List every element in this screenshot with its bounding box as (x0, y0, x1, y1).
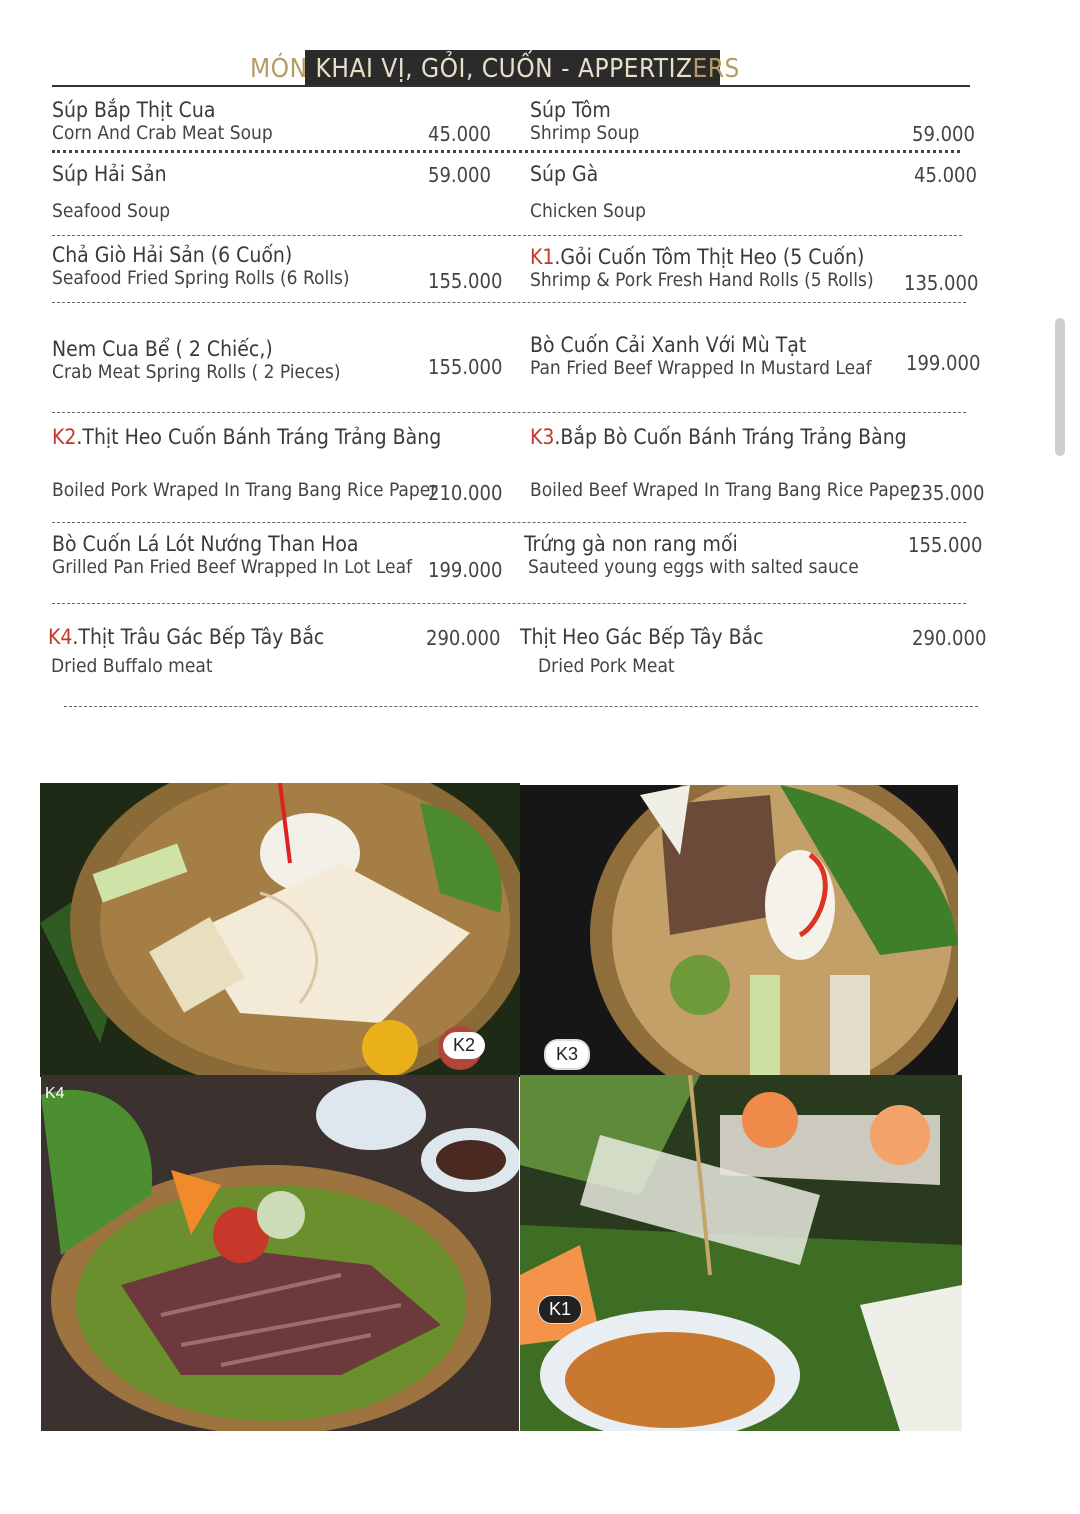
menu-item (52, 337, 341, 383)
item-code: K4 (48, 625, 73, 649)
menu-item (52, 98, 273, 144)
menu-item (52, 425, 441, 501)
item-name-vi: Trứng gà non rang mối (524, 532, 738, 556)
menu-item (530, 245, 874, 291)
photo-k1 (520, 1075, 962, 1431)
item-name-en: Grilled Pan Fried Beef Wrapped In Lot Leaf (52, 556, 413, 578)
divider (64, 706, 978, 707)
k4-dish-image (41, 1075, 519, 1431)
menu-item (52, 243, 350, 289)
item-price: 155.000 (908, 533, 983, 557)
item-price: 59.000 (912, 122, 975, 146)
photo-tag-k4: K4 (45, 1085, 65, 1102)
item-name-vi: K1.Gỏi Cuốn Tôm Thịt Heo (5 Cuốn) (530, 245, 865, 269)
item-name-vi: Bò Cuốn Cải Xanh Với Mù Tạt (530, 333, 807, 357)
item-name-vi: Súp Hải Sản (52, 162, 167, 186)
item-price: 199.000 (906, 351, 981, 375)
item-name-en: Dried Pork Meat (538, 655, 675, 677)
menu-item (52, 532, 412, 578)
item-name-en: Pan Fried Beef Wrapped In Mustard Leaf (530, 357, 872, 379)
item-price: 135.000 (904, 271, 979, 295)
item-price: 45.000 (914, 163, 977, 187)
divider (52, 603, 966, 604)
menu-item (530, 425, 917, 501)
item-name-en: Corn And Crab Meat Soup (52, 122, 273, 144)
divider (52, 235, 962, 236)
menu-item (48, 625, 324, 677)
item-price: 290.000 (426, 626, 501, 650)
menu-item (530, 98, 639, 144)
title-rule (52, 85, 970, 87)
item-name-vi: Nem Cua Bể ( 2 Chiếc,) (52, 337, 273, 361)
item-name-en: Boiled Pork Wraped In Trang Bang Rice Paper (52, 479, 438, 501)
title-text: MÓN KHAI VỊ, GỎI, CUỐN - APPERTIZERS (250, 54, 740, 84)
item-price: 199.000 (428, 558, 503, 582)
item-price: 155.000 (428, 355, 503, 379)
item-name-en: Shrimp & Pork Fresh Hand Rolls (5 Rolls) (530, 269, 874, 291)
item-name-vi: Thịt Heo Gác Bếp Tây Bắc (520, 625, 764, 649)
item-name-vi: K2.Thịt Heo Cuốn Bánh Tráng Trảng Bàng (52, 425, 442, 449)
item-price: 155.000 (428, 269, 503, 293)
photo-k4 (41, 1075, 519, 1431)
menu-item (52, 162, 170, 222)
photo-tag-k3: K3 (544, 1039, 590, 1070)
divider (52, 150, 960, 153)
item-name-en: Chicken Soup (530, 200, 646, 222)
item-price: 45.000 (428, 122, 491, 146)
photo-k2 (40, 783, 520, 1077)
k1-dish-image (520, 1075, 962, 1431)
item-price: 59.000 (428, 163, 491, 187)
item-name-vi: Súp Gà (530, 162, 599, 186)
item-name-vi: Bò Cuốn Lá Lót Nướng Than Hoa (52, 532, 359, 556)
photo-tag-k2: K2 (443, 1032, 485, 1059)
item-name-en: Boiled Beef Wraped In Trang Bang Rice Paper (530, 479, 918, 501)
item-name-en: Seafood Soup (52, 200, 171, 222)
menu-item (530, 333, 872, 379)
item-name-vi: Súp Tôm (530, 98, 611, 122)
item-code: K3 (530, 425, 555, 449)
k3-dish-image (520, 785, 958, 1075)
menu-item (524, 532, 859, 578)
section-title (250, 50, 780, 86)
divider (52, 412, 966, 413)
item-price: 235.000 (910, 481, 985, 505)
photo-k3 (520, 785, 958, 1075)
divider (52, 302, 966, 303)
photo-tag-k1: K1 (538, 1295, 582, 1324)
item-name-vi: K3.Bắp Bò Cuốn Bánh Tráng Trảng Bàng (530, 425, 907, 449)
menu-item (530, 162, 646, 222)
item-name-en: Sauteed young eggs with salted sauce (528, 556, 859, 578)
item-price: 210.000 (428, 481, 503, 505)
item-name-vi: Chả Giò Hải Sản (6 Cuốn) (52, 243, 293, 267)
item-name-en: Crab Meat Spring Rolls ( 2 Pieces) (52, 361, 341, 383)
item-name-en: Shrimp Soup (530, 122, 640, 144)
menu-item (520, 625, 764, 677)
k2-dish-image (40, 783, 520, 1077)
item-price: 290.000 (912, 626, 987, 650)
item-code: K2 (52, 425, 77, 449)
divider (52, 522, 966, 523)
item-code: K1 (530, 245, 555, 269)
item-name-vi: K4.Thịt Trâu Gác Bếp Tây Bắc (48, 625, 325, 649)
item-name-en: Seafood Fried Spring Rolls (6 Rolls) (52, 267, 350, 289)
scrollbar-thumb[interactable] (1055, 318, 1065, 456)
item-name-vi: Súp Bắp Thịt Cua (52, 98, 216, 122)
item-name-en: Dried Buffalo meat (51, 655, 213, 677)
